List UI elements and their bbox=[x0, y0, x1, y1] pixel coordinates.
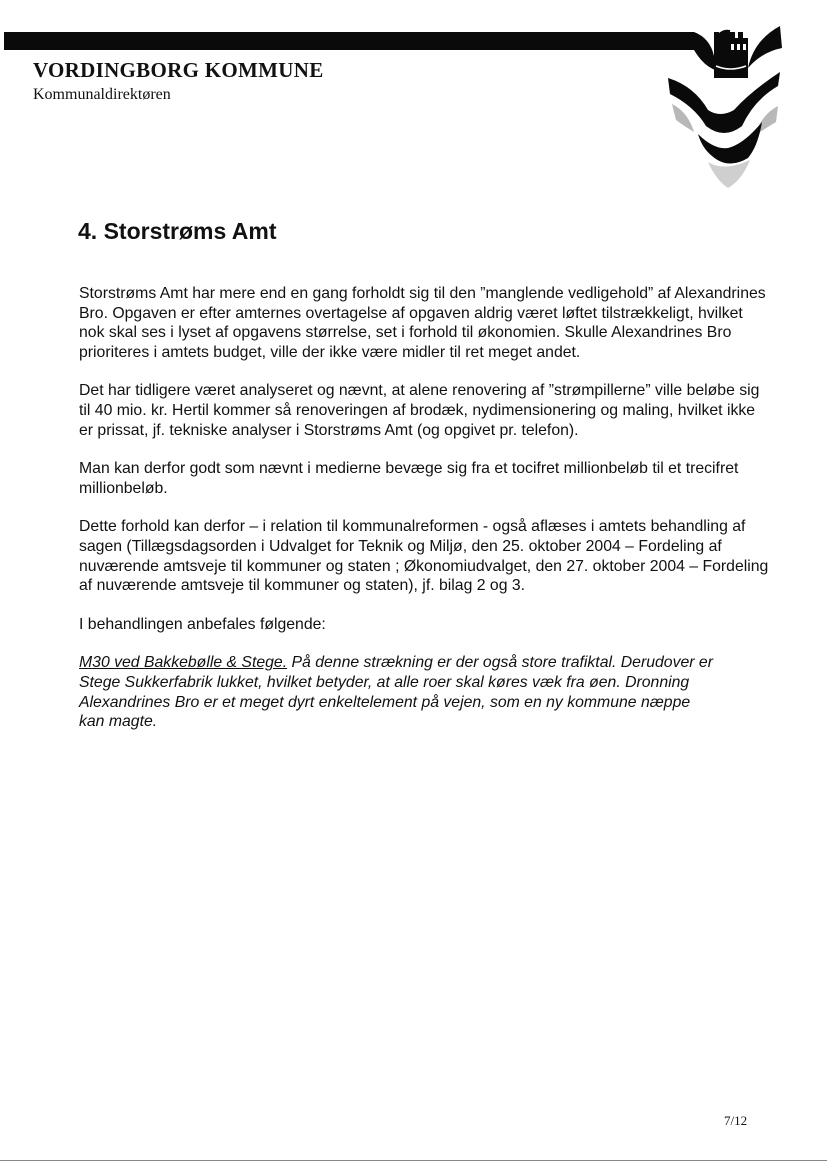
footer-divider bbox=[0, 1160, 827, 1161]
organization-name: VORDINGBORG KOMMUNE bbox=[33, 58, 324, 82]
recommendation-quote bbox=[79, 653, 719, 731]
paragraph: I behandlingen anbefales følgende: bbox=[79, 615, 326, 633]
department-name: Kommunaldirektøren bbox=[33, 86, 171, 103]
header-bar bbox=[4, 32, 694, 50]
recommendation-road: M30 ved Bakkebølle & Stege. bbox=[79, 654, 288, 672]
paragraph: Storstrøms Amt har mere end en gang forholdt sig til den ”manglende vedligehold” af Alexandrines Bro. Opgaven er efter amternes overtagelse af opgaven aldrig været løftet tilstrækkeligt, hvilket nok skal ses i lyset af opgavens størrelse, set i forhold til økonomien. Skulle Alexandrines Bro prioriteres i amtets budget, ville der ikke være midler til ret meget andet. bbox=[79, 285, 766, 361]
paragraph: Dette forhold kan derfor – i relation til kommunalreformen - også aflæses i amtets behandling af sagen (Tillægsdagsorden i Udvalget for Teknik og Miljø, den 25. oktober 2004 – Fordeling af nuværende amtsveje til kommuner og staten ; Økonomiudvalget, den 27. oktober 2004 – Fordeling af nuværende amtsveje til kommuner og staten), jf. bilag 2 og 3. bbox=[79, 518, 769, 595]
castle-tower-icon bbox=[714, 32, 748, 78]
paragraph: Det har tidligere været analyseret og nævnt, at alene renovering af ”strømpillerne” ville beløbe sig til 40 mio. kr. Hertil kommer så renoveringen af brodæk, nydimensionering og maling, hvilket ikke er prissat, jf. tekniske analyser i Storstrøms Amt (og opgivet pr. telefon). bbox=[79, 382, 760, 439]
paragraph: Man kan derfor godt som nævnt i medierne bevæge sig fra et tocifret millionbeløb til et trecifret millionbeløb. bbox=[79, 460, 739, 497]
recommendation-text: På denne strækning er der også store trafiktal. Derudover er Stege Sukkerfabrik lukket, hvilket betyder, at alle roer skal køres væk fra øen. Dronning Alexandrines Bro er et meget dyrt enkeltelement på vejen, som en ny kommune næppe kan magte. bbox=[79, 654, 713, 731]
body-text bbox=[79, 284, 769, 751]
municipality-logo bbox=[658, 22, 784, 192]
page-number: 7/12 bbox=[724, 1113, 748, 1128]
section-heading: 4. Storstrøms Amt bbox=[78, 218, 277, 244]
